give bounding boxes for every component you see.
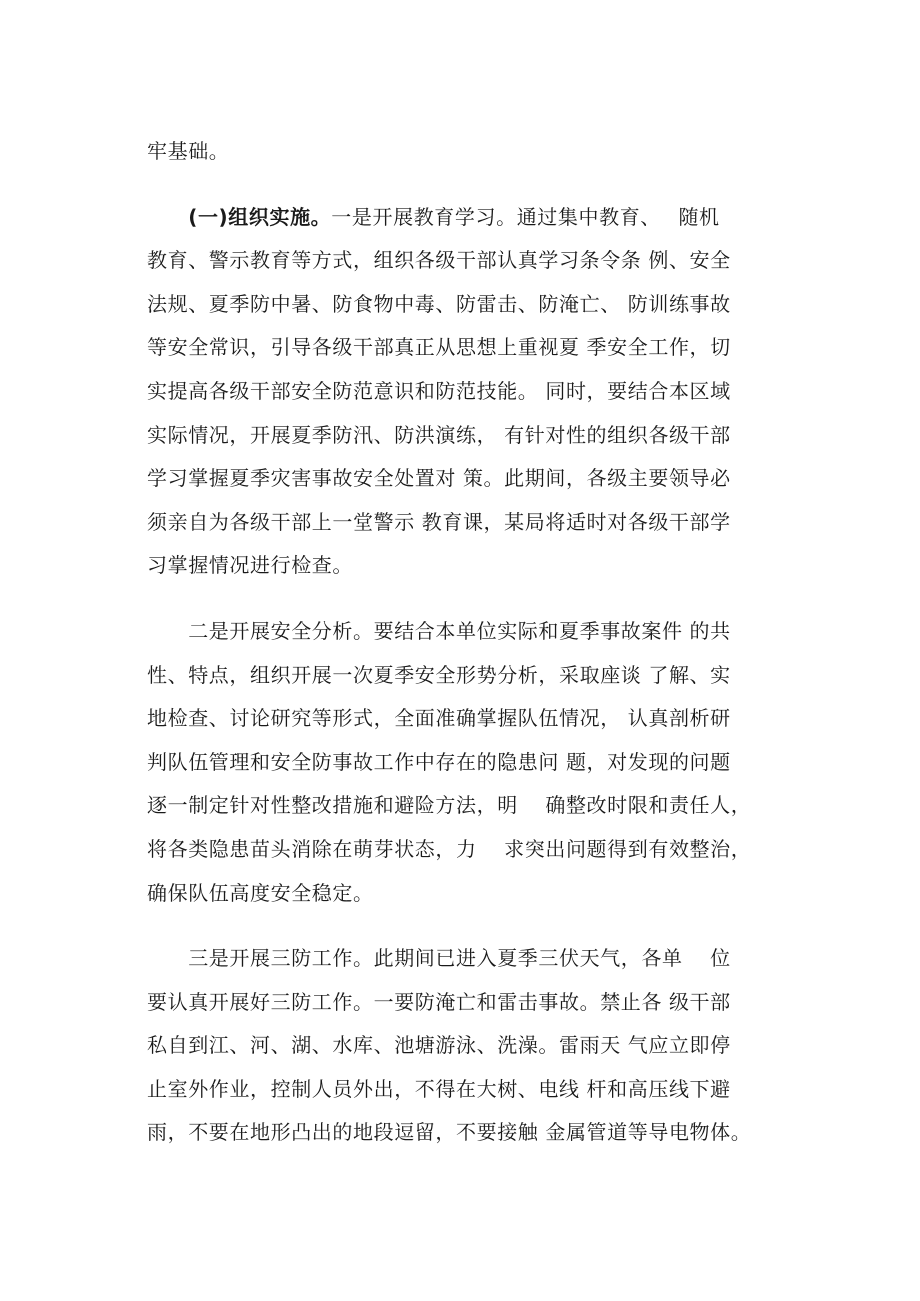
paragraph-gap: [147, 174, 812, 196]
document-page: [147, 130, 812, 1155]
text-line: 逐一制定针对性整改措施和避险方法，明 确整改时限和责任人，: [147, 793, 752, 818]
text-line: 教育、警示教育等方式，组织各级干部认真学习条令条 例、安全: [147, 248, 731, 273]
text-line: 确保队伍高度安全稳定。: [147, 880, 374, 905]
paragraph-first-line: [147, 610, 812, 654]
text-line: 实提高各级干部安全防范意识和防范技能。 同时，要结合本区域: [147, 378, 731, 403]
text-line: 将各类隐患苗头消除在萌芽状态，力 求突出问题得到有效整治，: [147, 836, 752, 861]
section-heading: (一)组织实施。: [188, 204, 332, 229]
paragraph-first-line: [147, 196, 812, 240]
paragraph-gap: [147, 915, 812, 937]
text-line: 实际情况，开展夏季防汛、防洪演练， 有针对性的组织各级干部: [147, 422, 731, 447]
paragraph-gap: [147, 588, 812, 610]
text-line: 要认真开展好三防工作。一要防淹亡和雷击事故。禁止各 级干部: [147, 989, 731, 1014]
continuation-line: 牢基础。: [147, 139, 230, 163]
text-line: 止室外作业，控制人员外出，不得在大树、电线 杆和高压线下避: [147, 1076, 731, 1101]
paragraph-first-line: [147, 937, 812, 981]
text-line: 判队伍管理和安全防事故工作中存在的隐患问 题，对发现的问题: [147, 749, 731, 774]
section-safety-analysis: [147, 610, 812, 915]
text-line: 三是开展三防工作。此期间已进入夏季三伏天气，各单 位: [188, 946, 731, 971]
section-organize-implementation: [147, 196, 812, 588]
text-line: 性、特点，组织开展一次夏季安全形势分析，采取座谈 了解、实: [147, 662, 731, 687]
section-three-preventions: [147, 937, 812, 1155]
text-line: 法规、夏季防中暑、防食物中毒、防雷击、防淹亡、 防训练事故: [147, 291, 731, 316]
text-line: 学习掌握夏季灾害事故安全处置对 策。此期间，各级主要领导必: [147, 466, 731, 491]
text-line: 一是开展教育学习。通过集中教育、 随机: [331, 204, 720, 229]
text-line: 二是开展安全分析。要结合本单位实际和夏季事故案件 的共: [188, 618, 731, 643]
text-line: 须亲自为各级干部上一堂警示 教育课，某局将适时对各级干部学: [147, 509, 731, 534]
text-line: 等安全常识，引导各级干部真正从思想上重视夏 季安全工作，切: [147, 335, 731, 360]
text-line: 雨，不要在地形凸出的地段逗留，不要接触 金属管道等导电物体。: [147, 1120, 752, 1145]
text-line: 地检查、讨论研究等形式，全面准确掌握队伍情况， 认真剖析研: [147, 706, 731, 731]
text-line: 私自到江、河、湖、水库、池塘游泳、洗澡。雷雨天 气应立即停: [147, 1033, 731, 1058]
text-line: 习掌握情况进行检查。: [147, 553, 353, 578]
